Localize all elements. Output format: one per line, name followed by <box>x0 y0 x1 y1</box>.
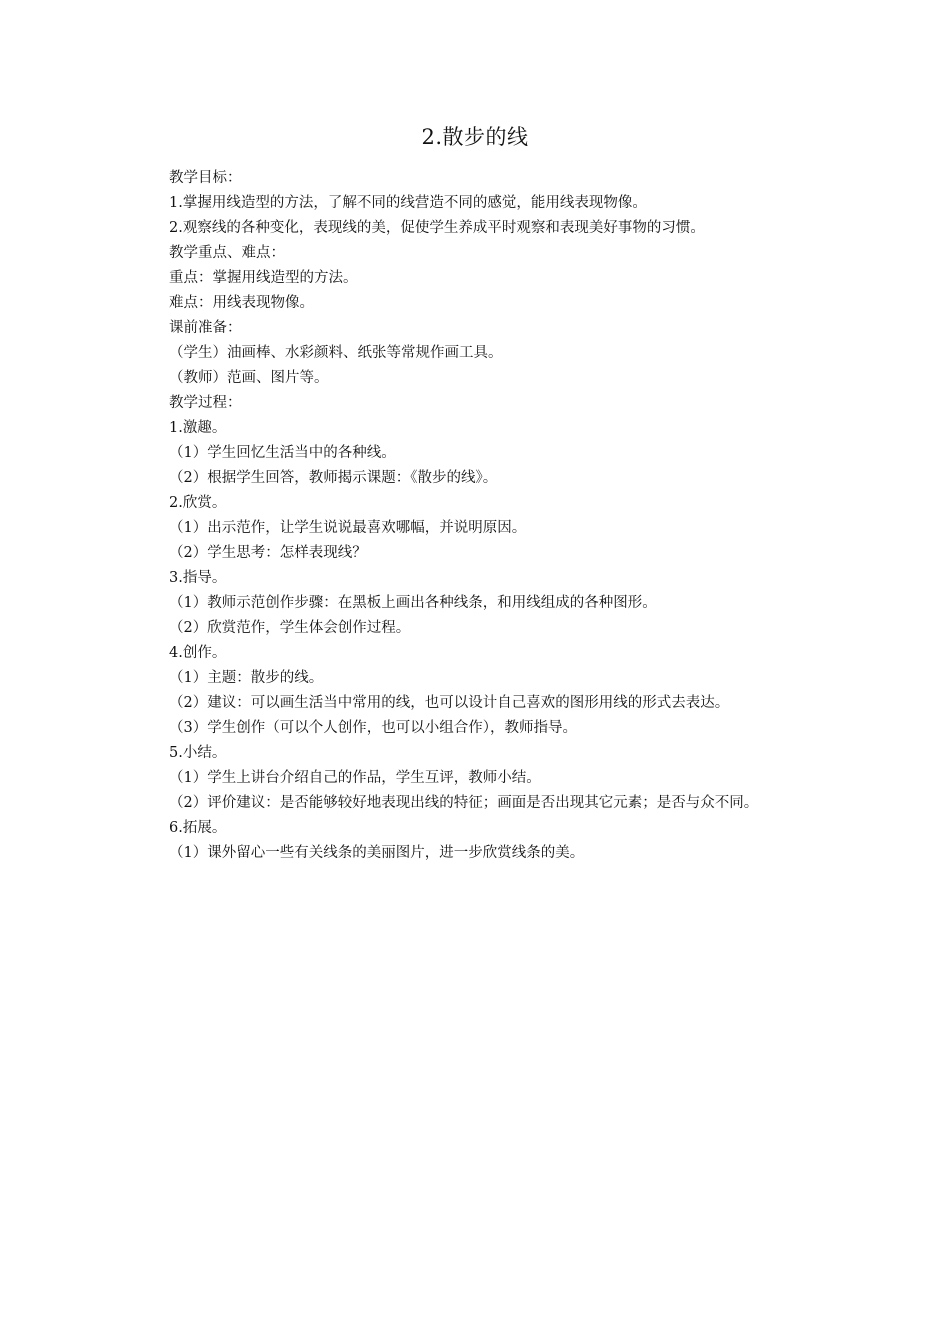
process-step-item: （3）学生创作（可以个人创作，也可以小组合作），教师指导。 <box>169 720 577 736</box>
preparation-item: （教师）范画、图片等。 <box>169 370 329 386</box>
process-step-heading: 6.拓展。 <box>169 820 227 836</box>
process-step-item: （2）欣赏范作，学生体会创作过程。 <box>169 620 411 636</box>
process-step-heading: 3.指导。 <box>169 570 227 586</box>
process-step-item: （2）学生思考：怎样表现线？ <box>169 545 367 561</box>
process-step-item: （2）建议：可以画生活当中常用的线，也可以设计自己喜欢的图形用线的形式去表达。 <box>169 695 730 711</box>
difficulty-item: 难点：用线表现物像。 <box>169 295 314 311</box>
key-point-item: 重点：掌握用线造型的方法。 <box>169 270 358 286</box>
process-step-item: （1）学生上讲台介绍自己的作品，学生互评，教师小结。 <box>169 770 541 786</box>
process-step-heading: 4.创作。 <box>169 645 227 661</box>
process-step-heading: 5.小结。 <box>169 745 227 761</box>
preparation-item: （学生）油画棒、水彩颜料、纸张等常规作画工具。 <box>169 345 503 361</box>
document-title: 2.散步的线 <box>421 125 529 149</box>
section-heading-preparation: 课前准备： <box>169 320 242 336</box>
section-heading-process: 教学过程： <box>169 395 242 411</box>
process-step-item: （1）主题：散步的线。 <box>169 670 324 686</box>
objective-item: 1.掌握用线造型的方法，了解不同的线营造不同的感觉，能用线表现物像。 <box>169 195 647 211</box>
process-step-item: （1）课外留心一些有关线条的美丽图片，进一步欣赏线条的美。 <box>169 845 585 861</box>
process-step-heading: 1.激趣。 <box>169 420 227 436</box>
process-step-heading: 2.欣赏。 <box>169 495 227 511</box>
process-step-item: （2）评价建议：是否能够较好地表现出线的特征；画面是否出现其它元素；是否与众不同。 <box>169 795 759 811</box>
document-body <box>169 166 814 866</box>
section-heading-key-points: 教学重点、难点： <box>169 245 285 261</box>
objective-item: 2.观察线的各种变化，表现线的美，促使学生养成平时观察和表现美好事物的习惯。 <box>169 220 705 236</box>
process-step-item: （1）学生回忆生活当中的各种线。 <box>169 445 396 461</box>
section-heading-objectives: 教学目标： <box>169 170 242 186</box>
process-step-item: （1）教师示范创作步骤：在黑板上画出各种线条，和用线组成的各种图形。 <box>169 595 657 611</box>
process-step-item: （2）根据学生回答，教师揭示课题：《散步的线》。 <box>169 470 498 486</box>
process-step-item: （1）出示范作，让学生说说最喜欢哪幅，并说明原因。 <box>169 520 527 536</box>
